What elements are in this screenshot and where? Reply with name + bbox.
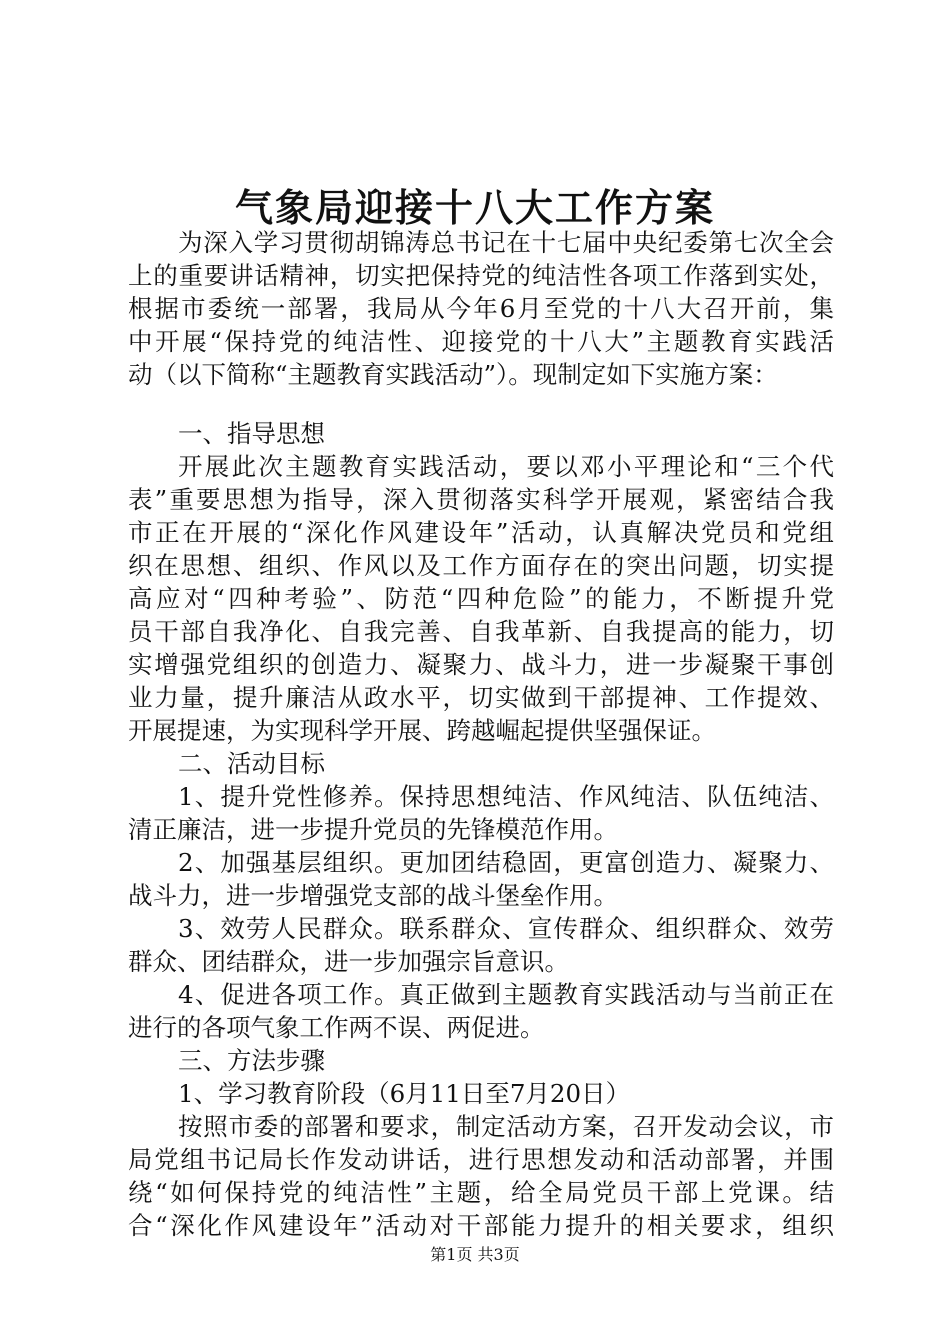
paragraph-line: 根据市委统一部署，我局从今年6月至党的十八大召开前，集: [128, 294, 834, 323]
paragraph-line: 员干部自我净化、自我完善、自我革新、自我提高的能力，切: [128, 617, 834, 646]
paragraph-gap: [128, 391, 834, 417]
document-body: [128, 226, 834, 1242]
paragraph-line: 合“深化作风建设年”活动对干部能力提升的相关要求，组织: [128, 1211, 834, 1240]
paragraph-line: 开展此次主题教育实践活动，要以邓小平理论和“三个代: [178, 452, 834, 481]
paragraph-line: 织在思想、组织、作风以及工作方面存在的突出问题，切实提: [128, 551, 834, 580]
paragraph-line: 为深入学习贯彻胡锦涛总书记在十七届中央纪委第七次全会: [178, 228, 834, 257]
paragraph-line: 表”重要思想为指导，深入贯彻落实科学开展观，紧密结合我: [128, 485, 834, 514]
section-heading: 二、活动目标: [178, 749, 325, 778]
paragraph-line: 4、促进各项工作。真正做到主题教育实践活动与当前正在: [178, 980, 834, 1009]
paragraph-line: 战斗力，进一步增强党支部的战斗堡垒作用。: [128, 881, 618, 910]
section-heading: 三、方法步骤: [178, 1046, 325, 1075]
paragraph-line: 按照市委的部署和要求，制定活动方案，召开发动会议，市: [178, 1112, 834, 1141]
section-heading: 1、学习教育阶段（6月11日至7月20日）: [178, 1079, 631, 1108]
paragraph-line: 动（以下简称“主题教育实践活动”）。现制定如下实施方案：: [128, 360, 778, 389]
page-number: 第1页 共3页: [430, 1245, 520, 1264]
paragraph-line: 3、效劳人民群众。联系群众、宣传群众、组织群众、效劳: [178, 914, 834, 943]
paragraph-line: 局党组书记局长作发动讲话，进行思想发动和活动部署，并围: [128, 1145, 834, 1174]
paragraph-line: 中开展“保持党的纯洁性、迎接党的十八大”主题教育实践活: [128, 327, 834, 356]
paragraph-line: 群众、团结群众，进一步加强宗旨意识。: [128, 947, 569, 976]
paragraph-line: 2、加强基层组织。更加团结稳固，更富创造力、凝聚力、: [178, 848, 834, 877]
document-title: 气象局迎接十八大工作方案: [234, 185, 715, 230]
paragraph-line: 高应对“四种考验”、防范“四种危险”的能力，不断提升党: [128, 584, 834, 613]
paragraph-line: 实增强党组织的创造力、凝聚力、战斗力，进一步凝聚干事创: [128, 650, 834, 679]
paragraph-line: 市正在开展的“深化作风建设年”活动，认真解决党员和党组: [128, 518, 834, 547]
paragraph-line: 绕“如何保持党的纯洁性”主题，给全局党员干部上党课。结: [128, 1178, 834, 1207]
paragraph-line: 开展提速，为实现科学开展、跨越崛起提供坚强保证。: [128, 716, 716, 745]
paragraph-line: 1、提升党性修养。保持思想纯洁、作风纯洁、队伍纯洁、: [178, 782, 834, 811]
paragraph-line: 清正廉洁，进一步提升党员的先锋模范作用。: [128, 815, 618, 844]
section-heading: 一、指导思想: [178, 419, 325, 448]
paragraph-line: 上的重要讲话精神，切实把保持党的纯洁性各项工作落到实处，: [128, 261, 834, 290]
paragraph-line: 业力量，提升廉洁从政水平，切实做到干部提神、工作提效、: [128, 683, 834, 712]
paragraph-line: 进行的各项气象工作两不误、两促进。: [128, 1013, 545, 1042]
